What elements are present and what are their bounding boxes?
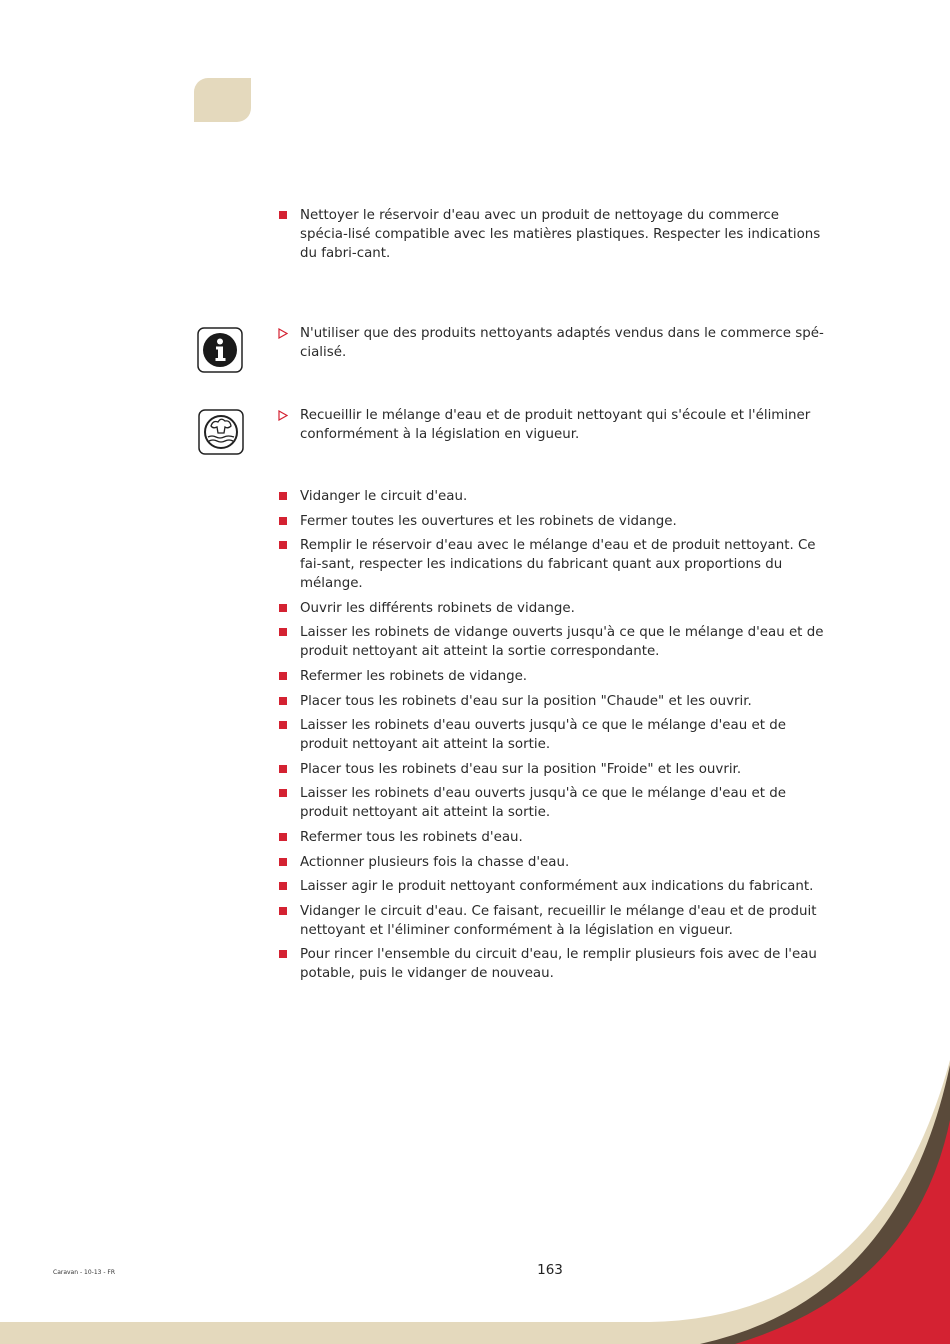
note-info — [278, 324, 826, 368]
bullet-square — [279, 517, 287, 525]
environment-icon — [198, 409, 244, 455]
steps-list — [278, 487, 826, 989]
bullet-square — [279, 907, 287, 915]
note-item: Recueillir le mélange d'eau et de produit nettoyant qui s'écoule et l'éliminer conformément à la législation en vigueur. — [278, 406, 826, 444]
bullet-square — [279, 211, 287, 219]
bullet-square — [279, 765, 287, 773]
page-number: 163 — [537, 1262, 563, 1278]
bullet-square — [279, 882, 287, 890]
bullet-square — [279, 833, 287, 841]
list-item: Laisser agir le produit nettoyant conformément aux indications du fabricant. — [278, 877, 826, 896]
list-item: Laisser les robinets d'eau ouverts jusqu'à ce que le mélange d'eau et de produit nettoyant ait atteint la sortie. — [278, 784, 826, 822]
list-item: Actionner plusieurs fois la chasse d'eau. — [278, 853, 826, 872]
bullet-square — [279, 628, 287, 636]
chapter-tab — [194, 78, 251, 122]
bullet-square — [279, 541, 287, 549]
list-item: Placer tous les robinets d'eau sur la position "Froide" et les ouvrir. — [278, 760, 826, 779]
list-item: Fermer toutes les ouvertures et les robinets de vidange. — [278, 512, 826, 531]
info-icon — [197, 327, 243, 373]
list-item: Laisser les robinets d'eau ouverts jusqu'à ce que le mélange d'eau et de produit nettoyant ait atteint la sortie. — [278, 716, 826, 754]
bullet-square — [279, 858, 287, 866]
triangle-bullet-icon — [278, 410, 288, 421]
bullet-square — [279, 492, 287, 500]
note-environment — [278, 406, 826, 450]
note-item: N'utiliser que des produits nettoyants adaptés vendus dans le commerce spé-cialisé. — [278, 324, 826, 362]
list-item: Refermer tous les robinets d'eau. — [278, 828, 826, 847]
bullet-square — [279, 697, 287, 705]
intro-list — [278, 206, 826, 269]
triangle-bullet-icon — [278, 328, 288, 339]
list-item: Vidanger le circuit d'eau. Ce faisant, recueillir le mélange d'eau et de produit nettoyant et l'éliminer conformément à la législation en vigueur. — [278, 902, 826, 940]
bullet-square — [279, 789, 287, 797]
list-item: Placer tous les robinets d'eau sur la position "Chaude" et les ouvrir. — [278, 692, 826, 711]
list-item: Laisser les robinets de vidange ouverts jusqu'à ce que le mélange d'eau et de produit nettoyant ait atteint la sortie correspondante. — [278, 623, 826, 661]
document-reference: Caravan - 10-13 - FR — [53, 1269, 116, 1276]
list-item: Pour rincer l'ensemble du circuit d'eau, le remplir plusieurs fois avec de l'eau potable, puis le vidanger de nouveau. — [278, 945, 826, 983]
list-item: Ouvrir les différents robinets de vidange. — [278, 599, 826, 618]
list-item: Vidanger le circuit d'eau. — [278, 487, 826, 506]
list-item: Nettoyer le réservoir d'eau avec un produit de nettoyage du commerce spécia-lisé compatible avec les matières plastiques. Respecter les indications du fabri-cant. — [278, 206, 826, 263]
bullet-square — [279, 672, 287, 680]
bullet-square — [279, 604, 287, 612]
bullet-square — [279, 950, 287, 958]
bullet-square — [279, 721, 287, 729]
list-item: Refermer les robinets de vidange. — [278, 667, 826, 686]
list-item: Remplir le réservoir d'eau avec le mélange d'eau et de produit nettoyant. Ce fai-sant, respecter les indications du fabricant quant aux proportions du mélange. — [278, 536, 826, 593]
